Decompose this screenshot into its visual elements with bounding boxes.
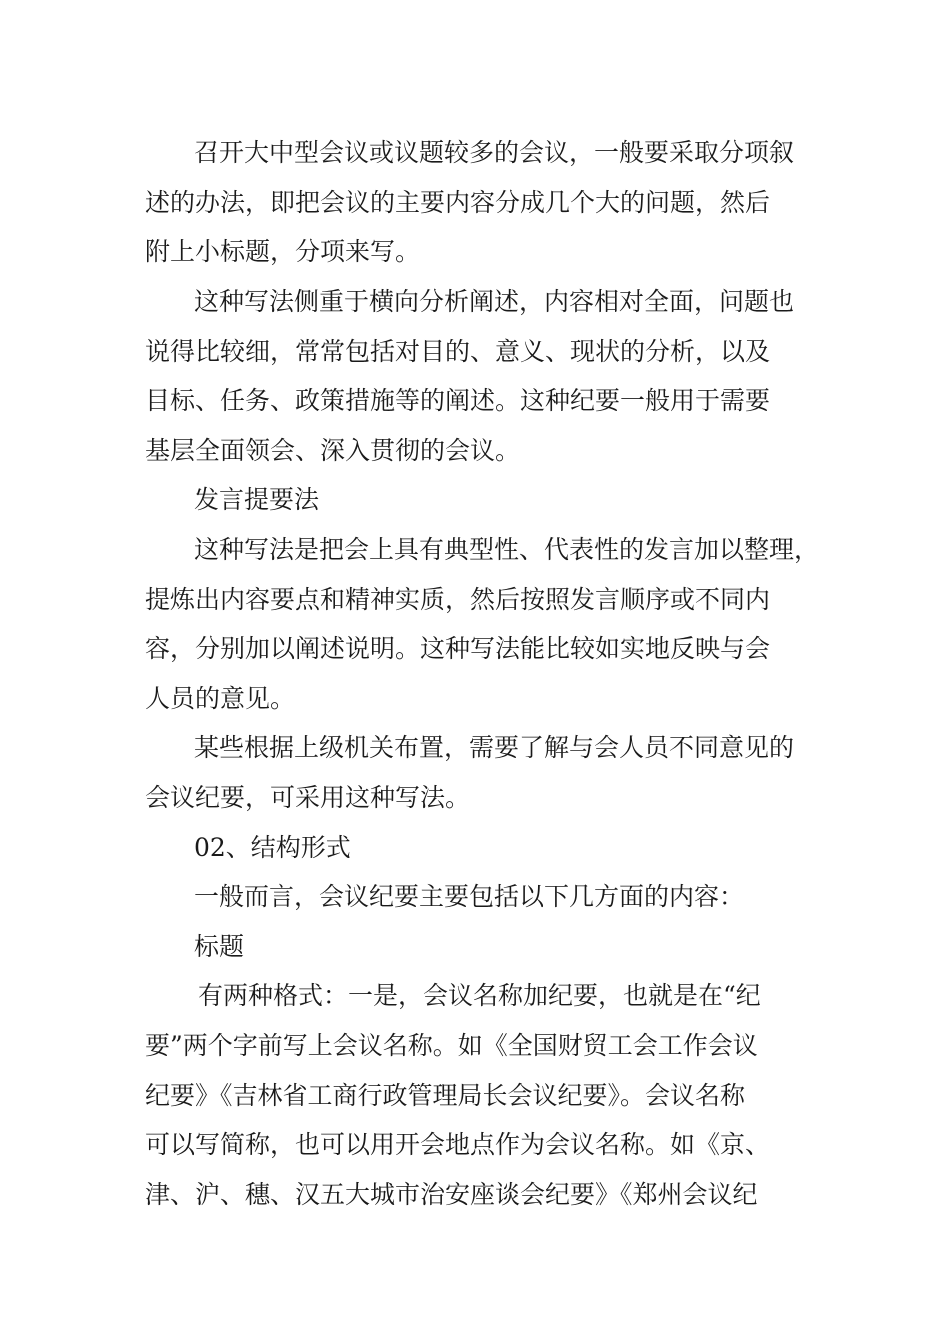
paragraph-line: 某些根据上级机关布置，需要了解与会人员不同意见的 [194,733,795,762]
paragraph-line: 有两种格式：一是，会议名称加纪要，也就是在“纪 [198,981,761,1010]
paragraph-line: 容，分别加以阐述说明。这种写法能比较如实地反映与会 [145,634,771,663]
paragraph-line: 这种写法是把会上具有典型性、代表性的发言加以整理， [194,535,820,564]
paragraph-line: 说得比较细，常常包括对目的、意义、现状的分析，以及 [145,337,771,366]
paragraph-line: 一般而言，会议纪要主要包括以下几方面的内容： [194,882,745,911]
paragraph-line: 附上小标题，分项来写。 [145,237,421,266]
paragraph-line: 述的办法，即把会议的主要内容分成几个大的问题，然后 [145,188,771,217]
paragraph-line: 提炼出内容要点和精神实质，然后按照发言顺序或不同内 [145,585,771,614]
paragraph-line: 人员的意见。 [145,684,296,713]
section-heading: 02、结构形式 [194,833,351,862]
paragraph-line: 目标、任务、政策措施等的阐述。这种纪要一般用于需要 [145,386,771,415]
paragraph-line: 津、沪、穗、汉五大城市治安座谈会纪要》《郑州会议纪 [145,1180,758,1209]
paragraph-line: 基层全面领会、深入贯彻的会议。 [145,436,521,465]
paragraph-line: 要”两个字前写上会议名称。如《全国财贸工会工作会议 [145,1031,758,1060]
section-heading: 发言提要法 [194,485,320,514]
paragraph-line: 会议纪要，可采用这种写法。 [145,783,471,812]
section-heading: 标题 [194,932,245,961]
paragraph-line: 这种写法侧重于横向分析阐述，内容相对全面，问题也 [194,287,795,316]
paragraph-line: 可以写简称，也可以用开会地点作为会议名称。如《京、 [145,1130,771,1159]
paragraph-line: 召开大中型会议或议题较多的会议，一般要采取分项叙 [194,138,795,167]
paragraph-line: 纪要》《吉林省工商行政管理局长会议纪要》。会议名称 [145,1081,746,1110]
